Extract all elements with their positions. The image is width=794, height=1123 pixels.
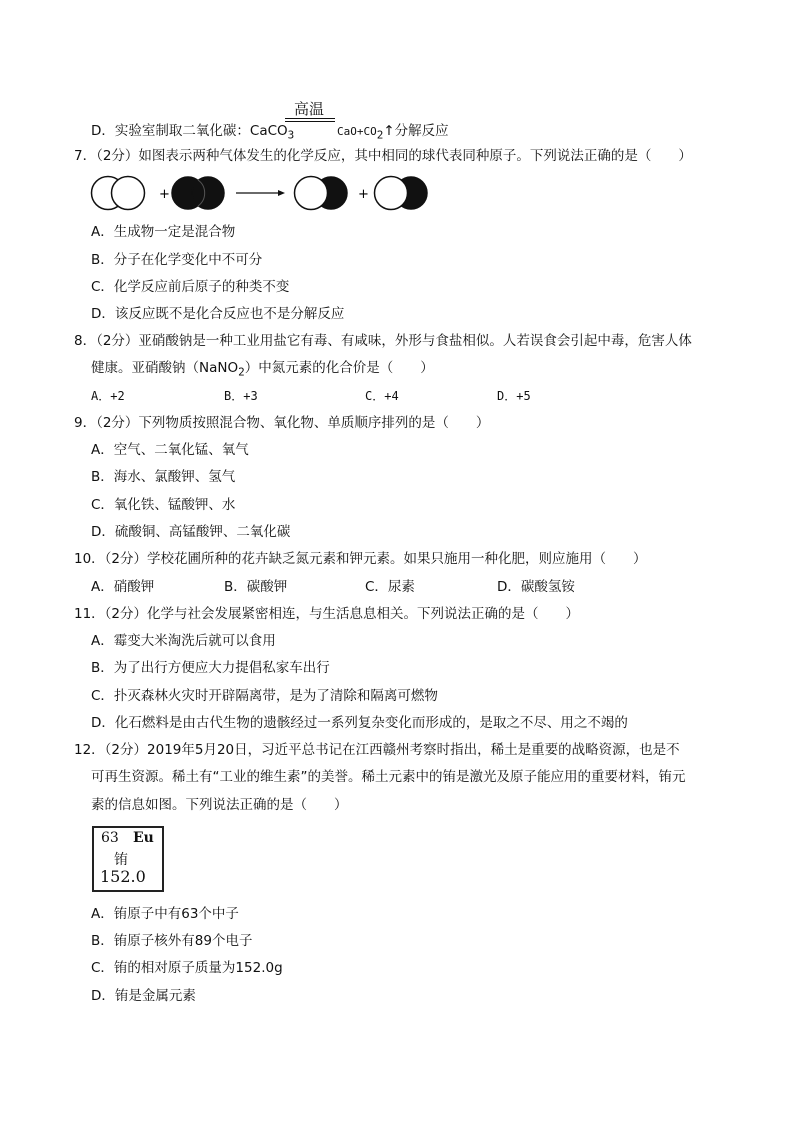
molecule-black-black bbox=[172, 177, 224, 209]
q7-option-a: A．生成物一定是混合物 bbox=[91, 224, 236, 240]
q9-option-b: B．海水、氯酸钾、氢气 bbox=[91, 469, 236, 485]
q8-stem-line2 bbox=[91, 358, 434, 383]
q12-stem-line1: 12．（2分）2019年5月20日，习近平总书记在江西赣州考察时指出，稀土是重要的战略资源，也是不 bbox=[74, 742, 680, 758]
q6-products-text: CaO+CO bbox=[337, 125, 377, 138]
q6-products-suffix: ↑分解反应 bbox=[383, 123, 449, 139]
molecule-white-black-2 bbox=[375, 177, 428, 210]
q11-option-d: D．化石燃料是由古代生物的遗骸经过一系列复杂变化而形成的，是取之不尽、用之不竭的 bbox=[91, 715, 628, 731]
element-name: 铕 bbox=[114, 852, 128, 868]
atomic-number: 63 bbox=[101, 830, 119, 846]
q10-option-d: D．碳酸氢铵 bbox=[497, 579, 575, 595]
q10-option-a: A．硝酸钾 bbox=[91, 579, 155, 595]
element-card bbox=[92, 826, 164, 892]
q10-stem: 10．（2分）学校花圃所种的花卉缺乏氮元素和钾元素。如果只施用一种化肥，则应施用（ ） bbox=[74, 551, 647, 567]
q6-products bbox=[337, 121, 449, 146]
reaction-condition: 高温 bbox=[294, 100, 325, 118]
q8-option-c: C．+4 bbox=[365, 389, 399, 403]
reaction-arrow-line bbox=[285, 118, 335, 119]
q6-option-d-text: D．实验室制取二氧化碳：CaCO bbox=[91, 123, 288, 139]
element-symbol: Eu bbox=[133, 830, 154, 846]
q9-option-d: D．硫酸铜、高锰酸钾、二氧化碳 bbox=[91, 524, 291, 540]
q10-option-b: B．碳酸钾 bbox=[224, 579, 288, 595]
molecule-white-black-1 bbox=[295, 177, 348, 210]
arrow-head bbox=[278, 190, 285, 196]
plus-sign: + bbox=[358, 187, 369, 202]
q8-stem-line1: 8．（2分）亚硝酸钠是一种工业用盐它有毒、有咸味，外形与食盐相似。人若误食会引起中毒，危害人体 bbox=[74, 333, 692, 349]
q11-option-c: C．扑灭森林火灾时开辟隔离带，是为了清除和隔离可燃物 bbox=[91, 688, 438, 704]
q11-option-a: A．霉变大米淘洗后就可以食用 bbox=[91, 633, 276, 649]
molecule-white-white bbox=[92, 177, 145, 210]
q12-option-d: D．铕是金属元素 bbox=[91, 988, 196, 1004]
q8-option-a: A．+2 bbox=[91, 389, 125, 403]
q8-stem-suffix: ）中氮元素的化合价是（ ） bbox=[244, 360, 434, 376]
q6-option-d bbox=[91, 121, 294, 146]
q12-stem-line2: 可再生资源。稀土有“工业的维生素”的美誉。稀土元素中的铕是激光及原子能应用的重要材料，铕元 bbox=[91, 769, 686, 785]
reaction-diagram bbox=[88, 173, 438, 215]
subscript: 2 bbox=[376, 128, 384, 142]
q8-option-b: B．+3 bbox=[224, 389, 258, 403]
q12-option-b: B．铕原子核外有89个电子 bbox=[91, 933, 253, 949]
q11-stem: 11．（2分）化学与社会发展紧密相连，与生活息息相关。下列说法正确的是（ ） bbox=[74, 606, 580, 622]
subscript: 2 bbox=[238, 365, 245, 379]
q12-option-a: A．铕原子中有63个中子 bbox=[91, 906, 239, 922]
subscript: 3 bbox=[287, 128, 295, 142]
plus-sign: + bbox=[159, 187, 170, 202]
q9-option-c: C．氧化铁、锰酸钾、水 bbox=[91, 497, 236, 513]
q9-stem: 9．（2分）下列物质按照混合物、氧化物、单质顺序排列的是（ ） bbox=[74, 415, 490, 431]
q12-stem-line3: 素的信息如图。下列说法正确的是（ ） bbox=[91, 797, 348, 813]
q7-option-d: D．该反应既不是化合反应也不是分解反应 bbox=[91, 306, 345, 322]
q8-option-d: D．+5 bbox=[497, 389, 531, 403]
q7-option-c: C．化学反应前后原子的种类不变 bbox=[91, 279, 290, 295]
q8-stem-text: 健康。亚硝酸钠（NaNO bbox=[91, 360, 239, 376]
q12-option-c: C．铕的相对原子质量为152.0g bbox=[91, 960, 283, 976]
q7-option-b: B．分子在化学变化中不可分 bbox=[91, 252, 263, 268]
q7-stem: 7．（2分）如图表示两种气体发生的化学反应，其中相同的球代表同种原子。下列说法正确的是（ ） bbox=[74, 148, 692, 164]
q11-option-b: B．为了出行方便应大力提倡私家车出行 bbox=[91, 660, 330, 676]
atomic-mass: 152.0 bbox=[100, 867, 146, 886]
q9-option-a: A．空气、二氧化锰、氧气 bbox=[91, 442, 249, 458]
q10-option-c: C．尿素 bbox=[365, 579, 415, 595]
